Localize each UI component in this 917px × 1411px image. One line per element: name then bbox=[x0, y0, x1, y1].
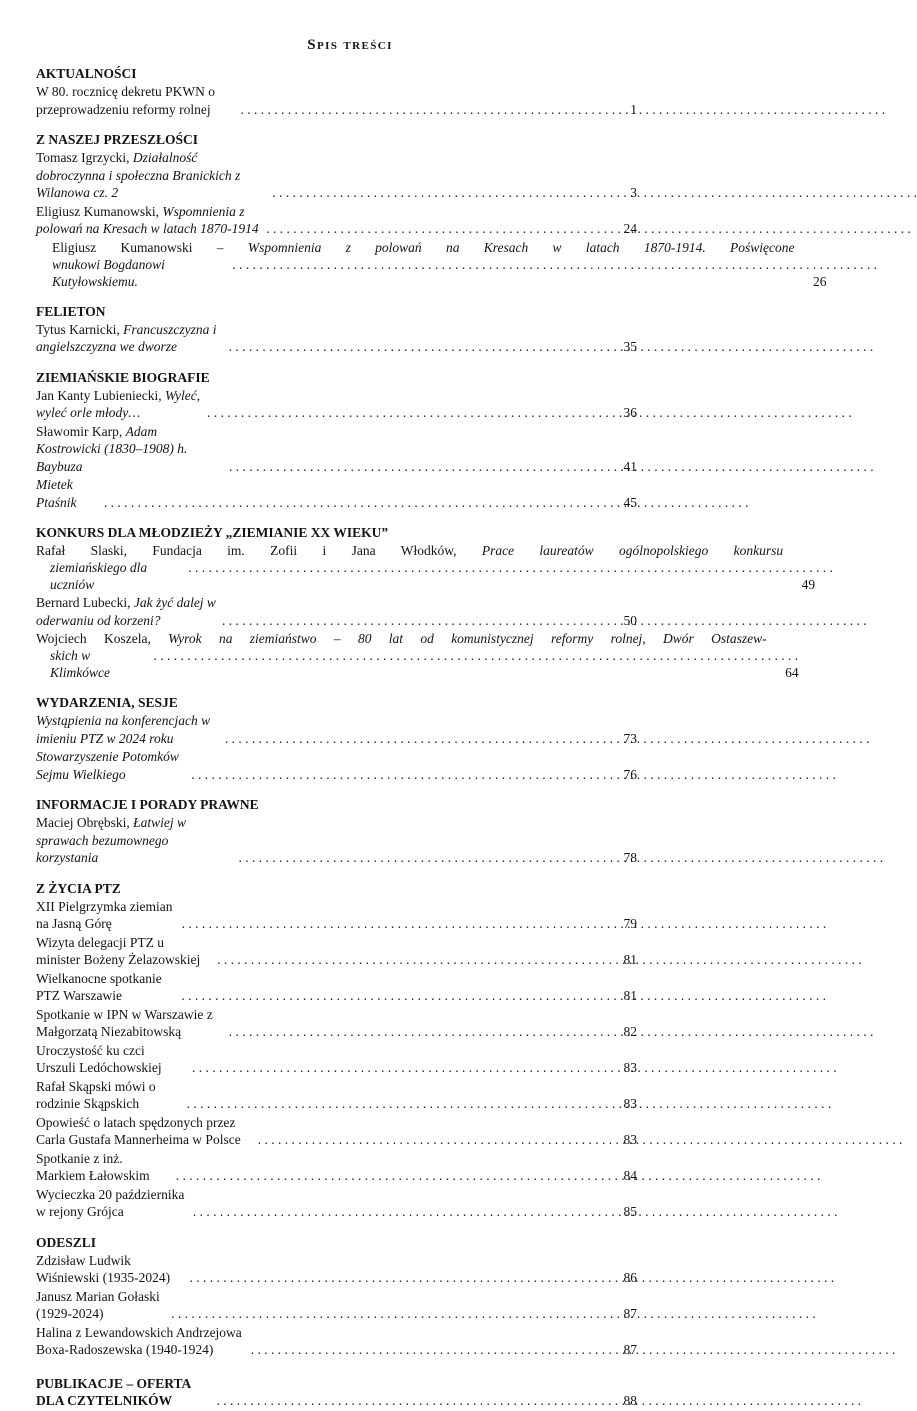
entry-page: 76 bbox=[623, 766, 637, 782]
entry-title: PUBLIKACJE – OFERTA DLA CZYTELNIKÓW bbox=[36, 1375, 191, 1408]
entry-page: 79 bbox=[623, 916, 637, 931]
dot-leader bbox=[239, 849, 600, 867]
entry-title: W 80. rocznicę dekretu PKWN o przeprowadzeniu reformy rolnej bbox=[36, 84, 215, 117]
entry-title-line1: Wyrok na ziemiaństwo – 80 lat od komunistycznej reformy rolnej, Dwór Ostaszew- bbox=[168, 631, 767, 646]
entry-author: Maciej Obrębski, bbox=[36, 815, 130, 830]
section-aktualnosci bbox=[36, 64, 637, 118]
entry-author: Tomasz Igrzycki, bbox=[36, 150, 130, 165]
entry-title-line2: wnukowi Bogdanowi Kutyłowskiemu. bbox=[52, 256, 165, 289]
entry-title: Halina z Lewandowskich Andrzejowa Boxa-Radoszewska (1940-1924) bbox=[36, 1324, 242, 1357]
entry-page: 24 bbox=[623, 221, 637, 236]
dot-leader bbox=[153, 647, 760, 681]
toc-entry[interactable] bbox=[36, 387, 637, 422]
toc-entry[interactable] bbox=[36, 970, 637, 1005]
entry-author: Tytus Karnicki, bbox=[36, 321, 120, 337]
entry-title: Francuszczyzna i angielszczyzna we dworze bbox=[36, 321, 217, 354]
toc-entry[interactable] bbox=[36, 814, 637, 867]
section-konkurs bbox=[36, 523, 816, 681]
toc-entry[interactable] bbox=[36, 898, 637, 933]
dot-leader bbox=[217, 1392, 600, 1410]
entry-page: 83 bbox=[623, 1096, 637, 1111]
toc-entry[interactable] bbox=[36, 1288, 637, 1323]
entry-title: Mietek Ptaśnik bbox=[36, 477, 77, 510]
entry-page: 87 bbox=[623, 1342, 637, 1357]
dot-leader bbox=[266, 220, 599, 238]
entry-author: Eligiusz Kumanowski – bbox=[52, 239, 224, 255]
toc-entry[interactable] bbox=[36, 712, 637, 747]
dot-leader bbox=[272, 184, 599, 202]
dot-leader bbox=[229, 338, 599, 356]
entry-title: Opowieść o latach spędzonych przez Carla Gustafa Mannerheima w Polsce bbox=[36, 1114, 241, 1147]
toc-entry[interactable] bbox=[36, 1114, 637, 1149]
entry-page: 3 bbox=[630, 185, 637, 200]
toc-entry[interactable] bbox=[36, 1150, 637, 1185]
section-heading: ODESZLI bbox=[36, 1234, 97, 1250]
entry-page: 86 bbox=[623, 1270, 637, 1285]
table-of-contents bbox=[36, 64, 827, 1411]
section-ziemianskie-biografie bbox=[36, 368, 637, 512]
toc-entry[interactable] bbox=[36, 1006, 637, 1041]
entry-page: 87 bbox=[623, 1306, 637, 1321]
toc-entry-publikacje[interactable] bbox=[36, 1375, 637, 1410]
toc-entry[interactable] bbox=[36, 934, 637, 969]
dot-leader bbox=[229, 458, 599, 476]
entry-author: Jan Kanty Lubieniecki, bbox=[36, 387, 162, 403]
entry-title: Działalność dobroczynna i społeczna Branickich z Wilanowa cz. 2 bbox=[36, 150, 241, 200]
entry-author: Bernard Lubecki, bbox=[36, 595, 131, 610]
dot-leader bbox=[241, 101, 599, 119]
toc-entry[interactable] bbox=[36, 1186, 637, 1221]
entry-title: Wizyta delegacji PTZ u minister Bożeny Żelazowskiej bbox=[36, 934, 201, 967]
toc-entry[interactable] bbox=[36, 239, 827, 290]
toc-entry[interactable] bbox=[36, 149, 637, 202]
section-heading: Z NASZEJ PRZESZŁOŚCI bbox=[36, 132, 199, 147]
dot-leader bbox=[207, 404, 599, 422]
page-title: Spis treści bbox=[307, 37, 393, 53]
entry-title: Wycieczka 20 października w rejony Grójca bbox=[36, 1186, 185, 1219]
entry-page: 41 bbox=[623, 458, 637, 474]
dot-leader bbox=[187, 1095, 599, 1113]
toc-entry[interactable] bbox=[36, 630, 799, 681]
entry-page: 36 bbox=[623, 405, 637, 420]
entry-title: Wielkanocne spotkanie PTZ Warszawie bbox=[36, 970, 162, 1003]
toc-entry[interactable] bbox=[36, 476, 637, 511]
entry-title: Wspomnienia z polowań na Kresach w latach 1870-1914 bbox=[36, 203, 259, 236]
dot-leader bbox=[171, 1305, 599, 1323]
dot-leader bbox=[229, 1023, 599, 1041]
dot-leader bbox=[176, 1167, 599, 1185]
entry-page: 45 bbox=[623, 494, 637, 510]
entry-page: 85 bbox=[623, 1204, 637, 1219]
section-odeszli bbox=[36, 1233, 637, 1359]
dot-leader bbox=[181, 987, 599, 1005]
entry-page: 35 bbox=[623, 339, 637, 354]
section-heading: KONKURS DLA MŁODZIEŻY „ZIEMIANIE XX WIEKU” bbox=[36, 525, 389, 540]
section-heading: Z ŻYCIA PTZ bbox=[36, 880, 121, 896]
entry-page: 82 bbox=[623, 1024, 637, 1039]
entry-title: Jak żyć dalej w oderwaniu od korzeni? bbox=[36, 595, 216, 628]
entry-page: 81 bbox=[623, 952, 637, 967]
entry-title: Wyleć, wyleć orle młody… bbox=[36, 387, 201, 420]
dot-leader bbox=[104, 494, 599, 512]
entry-page: 88 bbox=[623, 1393, 637, 1408]
entry-page: 81 bbox=[623, 988, 637, 1003]
entry-page: 78 bbox=[623, 850, 637, 865]
section-heading: AKTUALNOŚCI bbox=[36, 66, 137, 81]
toc-entry[interactable] bbox=[36, 1252, 637, 1287]
entry-title: Zdzisław Ludwik Wiśniewski (1935-2024) bbox=[36, 1252, 171, 1285]
entry-title: Rafał Skąpski mówi o rodzinie Skąpskich bbox=[36, 1078, 156, 1111]
toc-entry[interactable] bbox=[36, 542, 816, 593]
entry-title: XII Pielgrzymka ziemian na Jasną Górę bbox=[36, 898, 173, 931]
entry-title: Wystąpienia na konferencjach w imieniu PTZ w 2024 roku bbox=[36, 713, 211, 746]
section-wydarzenia-sesje bbox=[36, 693, 637, 783]
entry-title: Adam Kostrowicki (1830–1908) h. Baybuza bbox=[36, 423, 188, 474]
toc-entry[interactable] bbox=[36, 321, 637, 356]
entry-title: Łatwiej w sprawach bezumownego korzystania bbox=[36, 815, 186, 865]
section-heading: FELIETON bbox=[36, 303, 106, 319]
entry-page: 49 bbox=[801, 577, 816, 592]
dot-leader bbox=[217, 951, 599, 969]
section-heading: INFORMACJE I PORADY PRAWNE bbox=[36, 797, 259, 812]
entry-author: Rafał Slaski, Fundacja im. Zofii i Jana Włodków, bbox=[36, 543, 457, 558]
toc-entry[interactable] bbox=[36, 1324, 637, 1359]
section-z-zycia-ptz bbox=[36, 879, 637, 1221]
section-heading: WYDARZENIA, SESJE bbox=[36, 695, 178, 710]
entry-page: 64 bbox=[785, 665, 799, 680]
toc-entry[interactable] bbox=[36, 1078, 637, 1113]
entry-title: Janusz Marian Gołaski (1929-2024) bbox=[36, 1288, 160, 1321]
entry-title: Spotkanie w IPN w Warszawie z Małgorzatą Niezabitowską bbox=[36, 1006, 213, 1039]
entry-title-line1: Wspomnienia z polowań na Kresach w latach 1870-1914. Poświęcone bbox=[247, 239, 795, 255]
entry-title-line2: ziemiańskiego dla uczniów bbox=[50, 560, 148, 592]
entry-title: Stowarzyszenie Potomków Sejmu Wielkiego bbox=[36, 749, 179, 782]
entry-title-line1: Prace laureatów ogólnopolskiego konkursu bbox=[481, 543, 784, 558]
entry-title: Uroczystość ku czci Urszuli Ledóchowskiej bbox=[36, 1042, 162, 1075]
section-heading: ZIEMIAŃSKIE BIOGRAFIE bbox=[36, 369, 210, 385]
dot-leader bbox=[189, 1269, 599, 1287]
entry-title-line2: skich w Klimkówce bbox=[50, 648, 110, 680]
entry-page: 83 bbox=[623, 1060, 637, 1075]
dot-leader bbox=[193, 1203, 599, 1221]
entry-page: 1 bbox=[630, 101, 637, 117]
entry-author: Wojciech Koszela, bbox=[36, 631, 151, 646]
entry-author: Sławomir Karp, bbox=[36, 423, 123, 439]
dot-leader bbox=[182, 915, 599, 933]
toc-entry[interactable] bbox=[36, 203, 637, 238]
dot-leader bbox=[191, 766, 599, 784]
dot-leader bbox=[225, 730, 599, 748]
dot-leader bbox=[232, 256, 788, 290]
entry-page: 50 bbox=[623, 612, 637, 628]
entry-author: Eligiusz Kumanowski, bbox=[36, 203, 159, 219]
dot-leader bbox=[258, 1131, 599, 1149]
toc-entry[interactable] bbox=[36, 748, 637, 783]
section-informacje-porady bbox=[36, 795, 637, 867]
entry-page: 83 bbox=[623, 1132, 637, 1147]
dot-leader bbox=[222, 612, 599, 630]
section-z-naszej-przeszlosci bbox=[36, 130, 827, 290]
entry-page: 73 bbox=[623, 730, 637, 746]
toc-entry[interactable] bbox=[36, 83, 637, 118]
section-felieton bbox=[36, 302, 637, 356]
entry-page: 84 bbox=[623, 1168, 637, 1183]
dot-leader bbox=[188, 559, 777, 593]
toc-entry[interactable] bbox=[36, 1042, 637, 1077]
dot-leader bbox=[251, 1341, 599, 1359]
toc-entry[interactable] bbox=[36, 594, 637, 629]
entry-title: Spotkanie z inż. Markiem Łałowskim bbox=[36, 1150, 150, 1183]
entry-page: 26 bbox=[812, 273, 827, 289]
toc-entry[interactable] bbox=[36, 423, 637, 476]
dot-leader bbox=[192, 1059, 599, 1077]
